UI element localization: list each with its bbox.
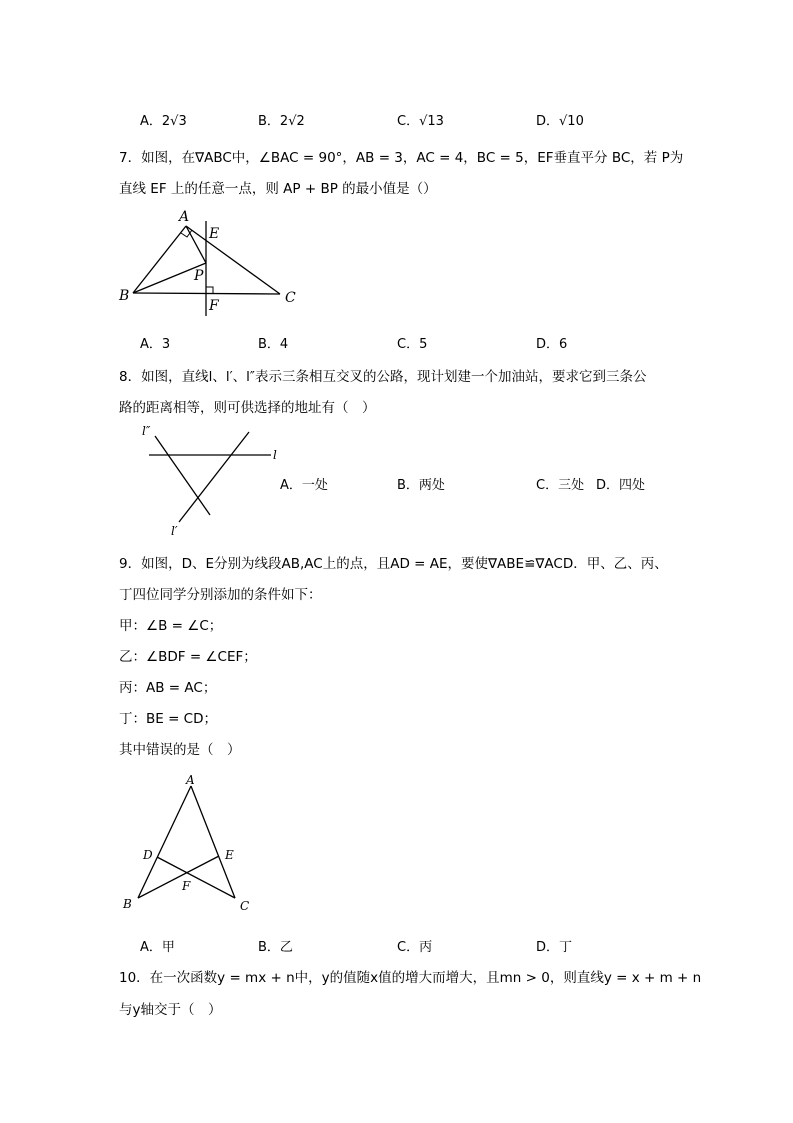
q9-line-cd <box>157 857 235 898</box>
q6-option-c: C．√13 <box>397 114 444 129</box>
q9-condition-jia: 甲：∠B = ∠C； <box>119 618 223 634</box>
q9-line-be <box>138 856 219 898</box>
q8-line-l-prime <box>179 432 249 522</box>
q7-option-a: A．3 <box>140 337 171 352</box>
q9-figure <box>115 770 255 920</box>
q10-text-line2: 与y轴交于（ ） <box>119 1002 222 1018</box>
q9-option-a: A．甲 <box>140 940 175 955</box>
q7-option-b: B．4 <box>258 337 289 352</box>
q9-text-line2: 丁四位同学分别添加的条件如下： <box>119 587 322 603</box>
q8-label-l: l <box>273 448 277 462</box>
q8-label-l1: l′ <box>171 524 178 538</box>
q7-label-a: A <box>179 209 190 225</box>
q7-line-ap <box>186 226 206 263</box>
q8-text-line2: 路的距离相等，则可供选择的地址有（ ） <box>119 400 376 416</box>
q8-line-l-double-prime <box>155 436 210 515</box>
q9-label-d: D <box>143 848 153 862</box>
q6-option-d: D．√10 <box>536 114 584 129</box>
q7-text-line2: 直线 EF 上的任意一点，则 AP + BP 的最小值是（） <box>119 181 437 197</box>
q9-option-d: D．丁 <box>536 940 573 955</box>
q7-figure <box>110 203 320 323</box>
q6-option-b: B．2√2 <box>258 114 305 129</box>
q8-option-b: B．两处 <box>397 478 445 493</box>
q9-label-b: B <box>123 897 132 911</box>
q9-label-f: F <box>182 879 191 893</box>
q8-label-l2: l″ <box>142 424 151 438</box>
q9-condition-yi: 乙：∠BDF = ∠CEF； <box>119 649 257 665</box>
q9-label-a: A <box>186 773 195 787</box>
q8-figure <box>135 420 285 540</box>
q7-right-angle-f <box>206 287 213 293</box>
q6-option-a: A．2√3 <box>140 114 187 129</box>
q9-label-c: C <box>240 899 250 913</box>
q7-label-b: B <box>119 288 130 304</box>
q7-label-p: P <box>194 268 204 284</box>
q9-text-line1: 9．如图，D、E分别为线段AB,AC上的点，且AD = AE，要使∇ABE≌∇ACD．甲、乙、丙、 <box>119 556 668 572</box>
q9-option-c: C．丙 <box>397 940 433 955</box>
q9-label-e: E <box>225 848 234 862</box>
q9-condition-ding: 丁：BE = CD； <box>119 711 218 727</box>
q7-option-d: D．6 <box>536 337 568 352</box>
q8-text-line1: 8．如图，直线l、l′、l″表示三条相互交叉的公路，现计划建一个加油站，要求它到三条公 <box>119 369 647 385</box>
q7-label-c: C <box>285 290 296 306</box>
q9-line-ac <box>191 786 235 898</box>
q10-text-line1: 10．在一次函数y = mx + n中，y的值随x值的增大而增大，且mn > 0，则直线y = x + m + n <box>119 970 702 986</box>
q7-option-c: C．5 <box>397 337 428 352</box>
q7-line-ab <box>133 226 186 293</box>
q8-option-c: C．三处 <box>536 478 585 493</box>
q7-label-f: F <box>209 298 219 314</box>
q9-question: 其中错误的是（ ） <box>119 742 241 758</box>
q8-option-d: D．四处 <box>596 478 646 493</box>
q9-condition-bing: 丙：AB = AC； <box>119 680 217 696</box>
q8-option-a: A．一处 <box>280 478 328 493</box>
q7-text-line1: 7．如图，在∇ABC中，∠BAC = 90°，AB = 3，AC = 4，BC = 5，EF垂直平分 BC，若 P为 <box>119 150 684 166</box>
q7-label-e: E <box>209 226 220 242</box>
q9-option-b: B．乙 <box>258 940 293 955</box>
